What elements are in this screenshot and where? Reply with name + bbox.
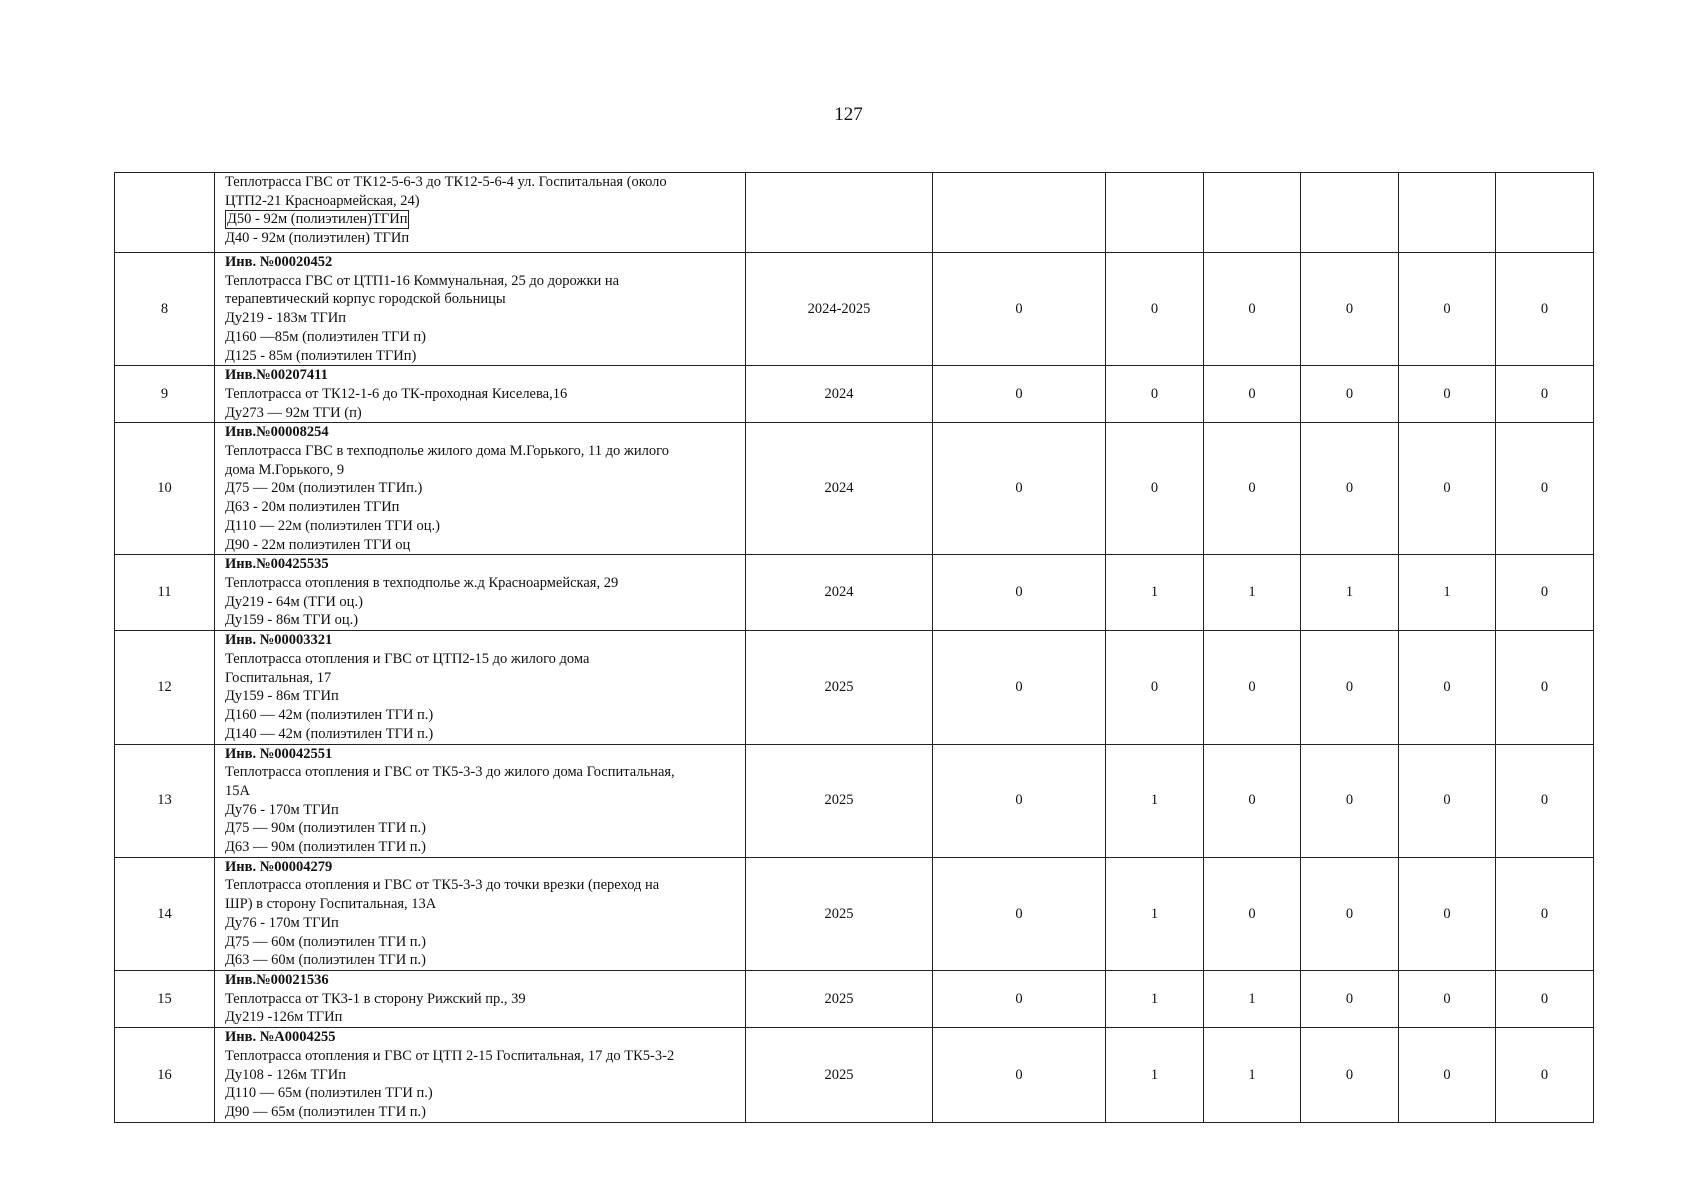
value-cell: 0 — [1301, 857, 1399, 970]
period-cell: 2025 — [746, 631, 933, 744]
period-cell: 2025 — [746, 1028, 933, 1123]
period-cell: 2025 — [746, 744, 933, 857]
description-line: Теплотрасса ГВС от ЦТП1-16 Коммунальная, 25 до дорожки на — [225, 272, 620, 289]
description-line: Ду219 -126м ТГИп — [225, 1009, 343, 1026]
description-line: Д90 — 65м (полиэтилен ТГИ п.) — [225, 1103, 427, 1120]
description-line: терапевтический корпус городской больницы — [225, 291, 506, 308]
inventory-number: Инв.№00425535 — [225, 556, 329, 573]
period-cell: 2024-2025 — [746, 253, 933, 366]
table-row — [115, 631, 1594, 744]
value-cell: 0 — [1399, 857, 1496, 970]
value-cell: 0 — [1496, 857, 1594, 970]
object-description — [215, 857, 746, 970]
value-cell — [933, 173, 1106, 253]
page-number: 127 — [834, 104, 863, 125]
row-number: 15 — [115, 970, 215, 1027]
table-row — [115, 857, 1594, 970]
period-cell: 2025 — [746, 970, 933, 1027]
description-line: Теплотрасса отопления и ГВС от ЦТП2-15 до жилого дома — [225, 651, 590, 668]
value-cell: 1 — [1106, 970, 1204, 1027]
value-cell: 0 — [1106, 423, 1204, 555]
inventory-number: Инв.№00008254 — [225, 424, 329, 441]
object-description — [215, 423, 746, 555]
description-line: Ду219 - 183м ТГИп — [225, 310, 346, 327]
value-cell: 0 — [1496, 631, 1594, 744]
value-cell: 0 — [1204, 366, 1301, 423]
period-cell — [746, 173, 933, 253]
description-line: Ду219 - 64м (ТГИ оц.) — [225, 593, 363, 610]
table-row — [115, 970, 1594, 1027]
table-row — [115, 744, 1594, 857]
description-line: Ду159 - 86м ТГИп — [225, 688, 339, 705]
value-cell: 0 — [1496, 423, 1594, 555]
value-cell: 1 — [1204, 1028, 1301, 1123]
object-description — [215, 253, 746, 366]
table-row — [115, 253, 1594, 366]
value-cell: 1 — [1106, 857, 1204, 970]
value-cell: 0 — [1204, 253, 1301, 366]
description-line: Д110 — 65м (полиэтилен ТГИ п.) — [225, 1085, 433, 1102]
value-cell: 0 — [933, 253, 1106, 366]
description-line: Ду76 - 170м ТГИп — [225, 801, 339, 818]
value-cell: 0 — [1399, 744, 1496, 857]
description-line: Теплотрасса отопления и ГВС от ЦТП 2-15 Госпитальная, 17 до ТК5-3-2 — [225, 1047, 675, 1064]
object-description — [215, 555, 746, 631]
row-number: 13 — [115, 744, 215, 857]
description-line: Д110 — 22м (полиэтилен ТГИ оц.) — [225, 517, 440, 534]
description-line: Теплотрасса ГВС в техподполье жилого дома М.Горького, 11 до жилого — [225, 443, 669, 460]
period-cell: 2024 — [746, 423, 933, 555]
description-line: 15А — [225, 782, 250, 799]
description-line: Д125 - 85м (полиэтилен ТГИп) — [225, 347, 417, 364]
inventory-number: Инв.№00021536 — [225, 971, 329, 988]
value-cell: 0 — [1204, 857, 1301, 970]
value-cell — [1496, 173, 1594, 253]
description-line: Д63 - 20м полиэтилен ТГИп — [225, 499, 400, 516]
period-cell: 2024 — [746, 366, 933, 423]
description-line: Теплотрасса от ТК3-1 в сторону Рижский пр., 39 — [225, 990, 526, 1007]
row-number — [115, 173, 215, 253]
value-cell: 0 — [1301, 970, 1399, 1027]
description-line: Д63 — 60м (полиэтилен ТГИ п.) — [225, 952, 427, 969]
inventory-number: Инв. №А0004255 — [225, 1029, 336, 1046]
object-description — [215, 173, 746, 253]
row-number: 14 — [115, 857, 215, 970]
object-description — [215, 366, 746, 423]
row-number: 12 — [115, 631, 215, 744]
description-line: ШР) в сторону Госпитальная, 13А — [225, 896, 437, 913]
row-number: 16 — [115, 1028, 215, 1123]
description-line: Теплотрасса отопления в техподполье ж.д Красноармейская, 29 — [225, 575, 619, 592]
value-cell — [1106, 173, 1204, 253]
period-cell: 2025 — [746, 857, 933, 970]
value-cell: 0 — [1204, 744, 1301, 857]
value-cell: 0 — [1399, 423, 1496, 555]
value-cell: 0 — [1496, 253, 1594, 366]
description-line: Ду108 - 126м ТГИп — [225, 1066, 346, 1083]
row-number: 11 — [115, 555, 215, 631]
inventory-number: Инв. №00004279 — [225, 858, 333, 875]
value-cell: 0 — [933, 631, 1106, 744]
value-cell: 0 — [1496, 1028, 1594, 1123]
table-row — [115, 423, 1594, 555]
description-line: Д75 — 20м (полиэтилен ТГИп.) — [225, 480, 423, 497]
value-cell: 0 — [1399, 970, 1496, 1027]
value-cell: 0 — [1496, 744, 1594, 857]
value-cell: 1 — [1106, 555, 1204, 631]
value-cell: 0 — [1496, 970, 1594, 1027]
description-line: Д140 — 42м (полиэтилен ТГИ п.) — [225, 725, 434, 742]
value-cell: 0 — [1301, 253, 1399, 366]
value-cell: 1 — [1106, 1028, 1204, 1123]
value-cell: 0 — [1204, 631, 1301, 744]
value-cell: 0 — [933, 970, 1106, 1027]
value-cell: 0 — [1301, 744, 1399, 857]
table-row — [115, 173, 1594, 253]
object-description — [215, 970, 746, 1027]
description-line: Д75 — 90м (полиэтилен ТГИ п.) — [225, 820, 427, 837]
value-cell: 0 — [1301, 631, 1399, 744]
value-cell: 0 — [1301, 1028, 1399, 1123]
row-number: 9 — [115, 366, 215, 423]
value-cell: 1 — [1204, 970, 1301, 1027]
value-cell: 0 — [1301, 366, 1399, 423]
value-cell: 0 — [1106, 366, 1204, 423]
value-cell: 0 — [1399, 631, 1496, 744]
description-line: Ду76 - 170м ТГИп — [225, 914, 339, 931]
value-cell: 0 — [933, 744, 1106, 857]
value-cell: 0 — [1399, 366, 1496, 423]
object-description — [215, 1028, 746, 1123]
value-cell: 0 — [933, 366, 1106, 423]
value-cell: 0 — [1399, 1028, 1496, 1123]
description-line: Ду159 - 86м ТГИ оц.) — [225, 612, 359, 629]
value-cell: 0 — [933, 423, 1106, 555]
description-line: Д90 - 22м полиэтилен ТГИ оц — [225, 536, 411, 553]
row-number: 10 — [115, 423, 215, 555]
value-cell: 1 — [1106, 744, 1204, 857]
table-row — [115, 555, 1594, 631]
value-cell: 0 — [1301, 423, 1399, 555]
value-cell: 0 — [1106, 631, 1204, 744]
value-cell: 0 — [933, 555, 1106, 631]
description-line: Теплотрасса ГВС от ТК12-5-6-3 до ТК12-5-6-4 ул. Госпитальная (около — [225, 174, 667, 190]
description-line: Д160 —85м (полиэтилен ТГИ п) — [225, 328, 427, 345]
inventory-number: Инв. №00020452 — [225, 254, 333, 270]
table-row — [115, 1028, 1594, 1123]
works-table — [114, 172, 1594, 1123]
value-cell: 0 — [1399, 253, 1496, 366]
row-number: 8 — [115, 253, 215, 366]
inventory-number: Инв. №00003321 — [225, 632, 333, 649]
description-line: Теплотрасса отопления и ГВС от ТК5-3-3 до жилого дома Госпитальная, — [225, 764, 675, 781]
description-line: Д75 — 60м (полиэтилен ТГИ п.) — [225, 933, 427, 950]
value-cell: 0 — [1106, 253, 1204, 366]
description-line: Ду273 — 92м ТГИ (п) — [225, 404, 362, 421]
highlighted-line: Д50 - 92м (полиэтилен)ТГИп — [227, 211, 408, 228]
value-cell: 1 — [1301, 555, 1399, 631]
object-description — [215, 631, 746, 744]
description-line: ЦТП2-21 Красноармейская, 24) — [225, 192, 420, 209]
description-line: Д63 — 90м (полиэтилен ТГИ п.) — [225, 839, 427, 856]
value-cell: 0 — [933, 857, 1106, 970]
value-cell: 0 — [1204, 423, 1301, 555]
value-cell — [1204, 173, 1301, 253]
description-line: Теплотрасса от ТК12-1-6 до ТК-проходная Киселева,16 — [225, 385, 568, 402]
value-cell: 1 — [1399, 555, 1496, 631]
description-line: дома М.Горького, 9 — [225, 461, 345, 478]
value-cell: 0 — [1496, 555, 1594, 631]
description-line: Госпитальная, 17 — [225, 669, 332, 686]
table-row — [115, 366, 1594, 423]
inventory-number: Инв.№00207411 — [225, 367, 328, 384]
value-cell — [1301, 173, 1399, 253]
value-cell: 0 — [1496, 366, 1594, 423]
value-cell: 1 — [1204, 555, 1301, 631]
description-line: Теплотрасса отопления и ГВС от ТК5-3-3 до точки врезки (переход на — [225, 877, 660, 894]
description-line: Д40 - 92м (полиэтилен) ТГИп — [225, 230, 410, 247]
object-description — [215, 744, 746, 857]
period-cell: 2024 — [746, 555, 933, 631]
description-line: Д160 — 42м (полиэтилен ТГИ п.) — [225, 707, 434, 724]
inventory-number: Инв. №00042551 — [225, 745, 333, 762]
value-cell — [1399, 173, 1496, 253]
value-cell: 0 — [933, 1028, 1106, 1123]
